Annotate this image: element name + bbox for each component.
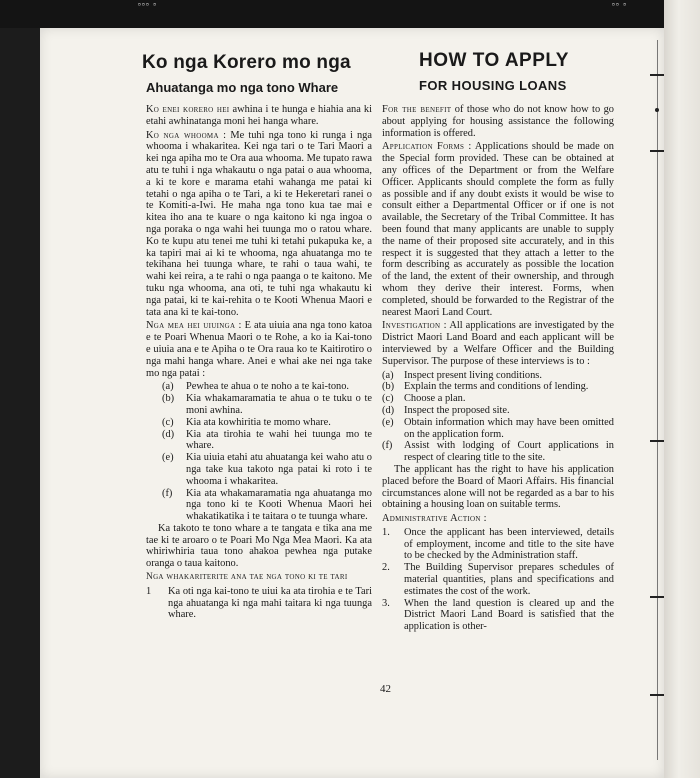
left-intro-lead: Ko enei korero hei	[146, 104, 230, 115]
page-number: 42	[380, 683, 391, 695]
list-item: (e) Obtain information which may have been omitted on the application form.	[382, 416, 614, 440]
scan-mark-left: ᴮᴮᴮ ᴮ	[138, 2, 158, 10]
right-intro-lead: For the benefit	[382, 104, 452, 115]
left-whooma-text: Me tuhi nga tono ki runga i nga whooma i whakaritea. Kei nga tari o te Tari Maori a kei nga apiha mo te Ora aua whooma. Me tupato rawa atu te tuhi i nga whakautu o nga patai o aua whooma, a ki te kore e marama etahi wahanga me patai ki tetahi o nga apiha o te Tari, a ki te Hekeretari ranei o te Komiti-a-Iwi. He maha nga tono kua tae mai e kitea iho ana te kuare o nga kaitono ki nga ingoa o nga poraka o nga wahi hei tuunga mo o ratou whare. Ko te kupu atu tenei me tuhi ki tetahi pukapuka ke, a ka tapiri mai ai ki te whooma, nga ahuatanga mo te tekihana hei tuunga whare, te rahi o taua wahi, te wahi kei reira, a te rahi o nga paanga o te kaitono. Me tuku nga whooma, ana oti, te tuhi nga whakautu ki nga patai, ki te kai-rehita o te Kooti Whenua Maori e tata ana ki te kai-tono.	[146, 129, 372, 318]
margin-tick	[650, 150, 664, 152]
left-uiuinga-lead: Nga mea hei uiuinga :	[146, 320, 242, 332]
list-item: 3. When the land question is cleared up and the District Maori Land Board is satisfied that the application is other-	[382, 597, 614, 633]
left-whooma	[146, 130, 372, 319]
list-item: 1 Ka oti nga kai-tono te uiui ka ata tirohia e te Tari nga ahuatanga ki nga mahi taitara ki nga tuunga whare.	[146, 585, 372, 621]
left-title: Ko nga Korero mo nga	[142, 52, 351, 73]
list-item: (b) Explain the terms and conditions of lending.	[382, 381, 589, 393]
right-forms	[382, 141, 614, 318]
left-intro-text: awhina i te hunga e hiahia ana ki etahi awhinatanga moni hei hanga whare.	[146, 104, 372, 127]
list-item: (a) Inspect present living conditions.	[382, 369, 542, 381]
left-lettered-list	[146, 381, 372, 523]
right-column-body	[382, 104, 614, 633]
right-admin-heading: Administrative Action :	[382, 513, 487, 525]
list-item: 2. The Building Supervisor prepares schedules of material quantities, plans and specifications and estimates the cost of the work.	[382, 562, 614, 597]
left-whakariterite-heading: Nga whakariterite ana tae nga tono ki te tari	[146, 572, 348, 583]
left-intro	[146, 104, 372, 128]
right-closing: The applicant has the right to have his application placed before the Board of Maori Affairs. His financial circumstances alone will not be regarded as a bar to his obtaining a housing loan on suitable terms.	[382, 463, 614, 511]
list-item: (d) Inspect the proposed site.	[382, 404, 510, 416]
right-numbered-list	[382, 527, 614, 633]
scan-mark-right: ᴮᴮ ᴮ	[612, 2, 628, 10]
list-item: (a) Pewhea te ahua o te noho a te kai-tono.	[162, 381, 350, 393]
list-item: (b) Kia whakamaramatia te ahua o te tuku o te moni awhina.	[162, 393, 372, 416]
scan-top-edge	[0, 0, 700, 28]
left-whooma-lead: Ko nga whooma :	[146, 129, 227, 141]
right-investigation	[382, 320, 614, 367]
margin-tick	[650, 440, 664, 442]
left-uiuinga-text: E ata uiuia ana nga tono katoa e te Poari Whenua Maori o te Rohe, a ko ia Kai-tono e uiuia ana e te Apiha o te Ora raua ko te Kaitirotiro o nga mahi hanga whare. Anei e whai ake nei nga take mo nga patai :	[146, 320, 372, 379]
margin-dot	[655, 108, 659, 112]
right-investigation-text: All applications are investigated by the District Maori Land Board and each applicant will be interviewed by a Welfare Officer and the Building Supervisor. The purpose of these interviews is to :	[382, 320, 614, 367]
binding-line	[657, 40, 658, 760]
left-closing: Ka takoto te tono whare a te tangata e tika ana me tae ki te aroaro o te Poari Mo Nga Mea Maori. Ka ata whiriwhiria taua tono ahakoa pewhea nga putake oranga o taua kaitono.	[146, 522, 372, 570]
margin-tick	[650, 596, 664, 598]
next-page-edge	[664, 0, 700, 778]
list-item: (f) Assist with lodging of Court applications in respect of clearing title to the site.	[382, 440, 614, 464]
right-forms-lead: Application Forms :	[382, 141, 472, 153]
list-item: (f) Kia ata whakamaramatia nga ahuatanga mo nga tono ki te Kooti Whenua Maori hei whakatikatika i te taitara o te tuunga whare.	[162, 487, 372, 523]
margin-tick	[650, 74, 664, 76]
right-title: HOW TO APPLY	[419, 50, 569, 71]
margin-tick	[650, 694, 664, 696]
left-subtitle: Ahuatanga mo nga tono Whare	[146, 80, 339, 95]
left-numbered-list	[146, 586, 372, 621]
list-item: (d) Kia ata tirohia te wahi hei tuunga mo te whare.	[162, 428, 372, 452]
right-lettered-list	[382, 370, 614, 464]
left-column-body	[146, 104, 372, 621]
right-forms-text: Applications should be made on the Special form provided. These can be obtained at any offices of the Department or from the Welfare Officer. Applicants should complete the form as fully as possible and if any doubt exists it would be wise to consult either a Departmental Officer or if one is not available, the Secretary of the Tribal Committee. It has been found that many applicants are unable to supply the name of their proposed site accurately, and in this respect it is suggested that they attach a letter to the form describing as accurately as possible the location of the land, the extent of their ownership, and through whom they derive their interest. Forms, when completed, should be forwarded to the Registrar of the nearest Maori Land Court.	[382, 141, 614, 318]
right-intro-text: of those who do not know how to go about applying for housing assistance the following information is offered.	[382, 104, 614, 139]
list-item: (c) Choose a plan.	[382, 393, 466, 405]
left-uiuinga	[146, 320, 372, 379]
list-item: (e) Kia uiuia etahi atu ahuatanga kei waho atu o nga take kua takoto nga patai ki roto i te whooma i whakaritea.	[162, 452, 372, 487]
right-investigation-lead: Investigation :	[382, 320, 447, 332]
list-item: (c) Kia ata kowhiritia te momo whare.	[162, 416, 331, 428]
right-subtitle: FOR HOUSING LOANS	[419, 78, 567, 93]
right-intro	[382, 104, 614, 139]
list-item: 1. Once the applicant has been interviewed, details of employment, income and title to the site have to be checked by the Administration staff.	[382, 526, 614, 562]
